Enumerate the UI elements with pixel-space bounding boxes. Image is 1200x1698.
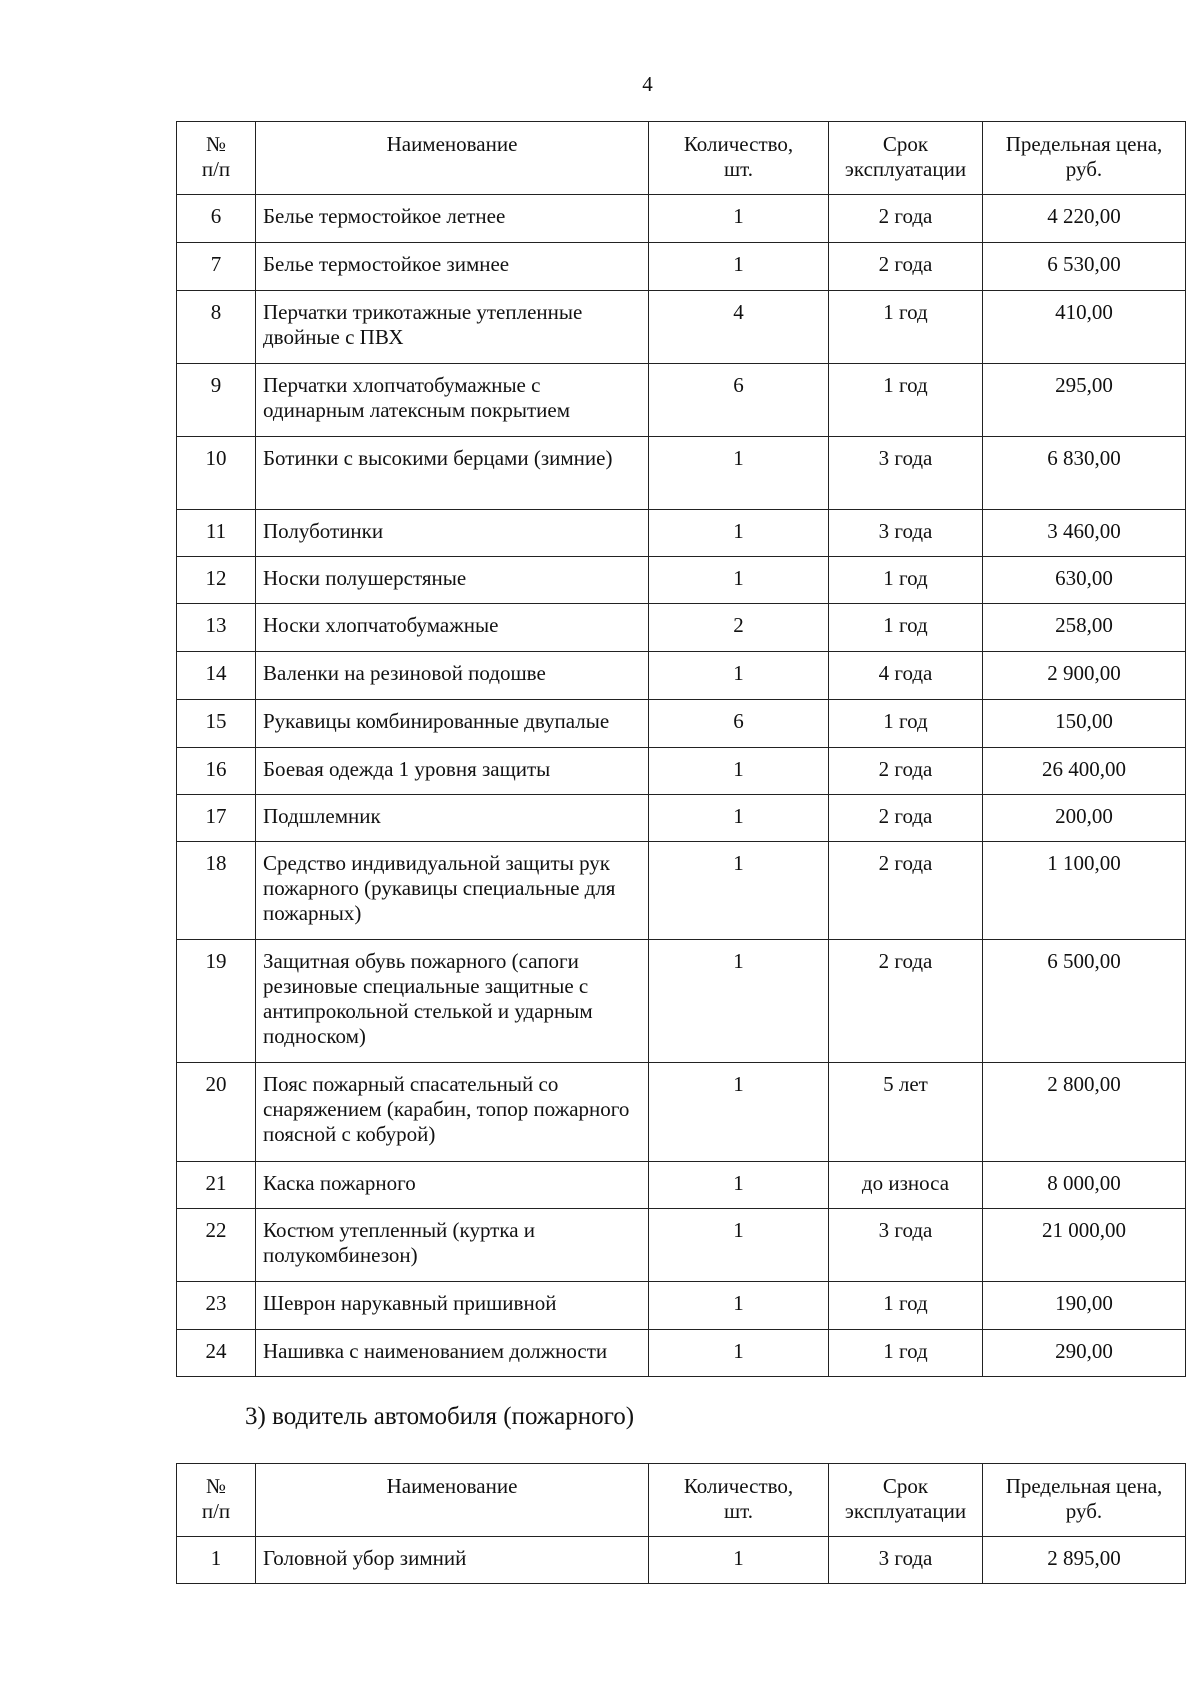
cell-term: 1 год bbox=[829, 291, 983, 364]
table-row bbox=[177, 748, 1186, 795]
cell-name: Средство индивидуальной защиты рук пожарного (рукавицы специальные для пожарных) bbox=[256, 842, 649, 940]
cell-price: 6 530,00 bbox=[983, 243, 1186, 291]
header-num-label: № п/п bbox=[201, 1474, 231, 1523]
cell-term: 1 год bbox=[829, 364, 983, 437]
cell-price: 2 895,00 bbox=[983, 1537, 1186, 1584]
table-row bbox=[177, 652, 1186, 700]
cell-qty: 1 bbox=[649, 1330, 829, 1377]
cell-name: Носки хлопчатобумажные bbox=[256, 604, 649, 652]
header-price-label: Предельная цена, руб. bbox=[1005, 132, 1163, 181]
cell-num: 22 bbox=[177, 1209, 256, 1282]
cell-qty: 1 bbox=[649, 652, 829, 700]
cell-qty: 6 bbox=[649, 700, 829, 748]
table-row bbox=[177, 940, 1186, 1063]
cell-qty: 1 bbox=[649, 195, 829, 243]
cell-price: 290,00 bbox=[983, 1330, 1186, 1377]
cell-qty: 1 bbox=[649, 1537, 829, 1584]
header-qty-label: Количество, шт. bbox=[683, 132, 794, 181]
header-term-label: Срок эксплуатации bbox=[844, 1474, 967, 1523]
cell-name: Подшлемник bbox=[256, 795, 649, 842]
cell-name: Костюм утепленный (куртка и полукомбинезон) bbox=[256, 1209, 649, 1282]
table-header bbox=[177, 1464, 1186, 1537]
table-row bbox=[177, 604, 1186, 652]
cell-term: 1 год bbox=[829, 604, 983, 652]
header-price bbox=[983, 1464, 1186, 1537]
cell-qty: 1 bbox=[649, 748, 829, 795]
cell-name: Нашивка с наименованием должности bbox=[256, 1330, 649, 1377]
cell-num: 1 bbox=[177, 1537, 256, 1584]
cell-num: 9 bbox=[177, 364, 256, 437]
cell-name: Головной убор зимний bbox=[256, 1537, 649, 1584]
cell-term: 5 лет bbox=[829, 1063, 983, 1162]
cell-num: 18 bbox=[177, 842, 256, 940]
cell-term: 1 год bbox=[829, 557, 983, 604]
cell-price: 2 900,00 bbox=[983, 652, 1186, 700]
cell-price: 2 800,00 bbox=[983, 1063, 1186, 1162]
cell-price: 4 220,00 bbox=[983, 195, 1186, 243]
table-row bbox=[177, 1330, 1186, 1377]
table-row bbox=[177, 243, 1186, 291]
cell-num: 8 bbox=[177, 291, 256, 364]
cell-name: Пояс пожарный спасательный со снаряжением (карабин, топор пожарного поясной с кобурой) bbox=[256, 1063, 649, 1162]
cell-num: 21 bbox=[177, 1162, 256, 1209]
cell-name: Перчатки хлопчатобумажные с одинарным латексным покрытием bbox=[256, 364, 649, 437]
cell-num: 7 bbox=[177, 243, 256, 291]
cell-qty: 1 bbox=[649, 557, 829, 604]
cell-term: 2 года bbox=[829, 195, 983, 243]
cell-price: 190,00 bbox=[983, 1282, 1186, 1330]
header-qty bbox=[649, 1464, 829, 1537]
cell-price: 630,00 bbox=[983, 557, 1186, 604]
header-term bbox=[829, 1464, 983, 1537]
cell-term: 2 года bbox=[829, 748, 983, 795]
cell-qty: 6 bbox=[649, 364, 829, 437]
header-price bbox=[983, 122, 1186, 195]
header-qty-label: Количество, шт. bbox=[683, 1474, 794, 1523]
cell-price: 6 500,00 bbox=[983, 940, 1186, 1063]
header-qty bbox=[649, 122, 829, 195]
cell-num: 23 bbox=[177, 1282, 256, 1330]
cell-num: 6 bbox=[177, 195, 256, 243]
cell-price: 26 400,00 bbox=[983, 748, 1186, 795]
header-num-label: № п/п bbox=[201, 132, 231, 181]
table-row bbox=[177, 1537, 1186, 1584]
cell-name: Каска пожарного bbox=[256, 1162, 649, 1209]
cell-term: 3 года bbox=[829, 1537, 983, 1584]
cell-price: 21 000,00 bbox=[983, 1209, 1186, 1282]
cell-price: 3 460,00 bbox=[983, 510, 1186, 557]
cell-qty: 1 bbox=[649, 510, 829, 557]
table-row bbox=[177, 842, 1186, 940]
table-body bbox=[177, 195, 1186, 1377]
cell-qty: 4 bbox=[649, 291, 829, 364]
table-row bbox=[177, 700, 1186, 748]
table-row bbox=[177, 1162, 1186, 1209]
cell-num: 13 bbox=[177, 604, 256, 652]
section-heading: 3) водитель автомобиля (пожарного) bbox=[245, 1403, 635, 1430]
equipment-table-driver bbox=[176, 1463, 1186, 1584]
table-row bbox=[177, 1063, 1186, 1162]
cell-term: 4 года bbox=[829, 652, 983, 700]
cell-name: Рукавицы комбинированные двупалые bbox=[256, 700, 649, 748]
cell-name: Носки полушерстяные bbox=[256, 557, 649, 604]
cell-price: 8 000,00 bbox=[983, 1162, 1186, 1209]
table-row bbox=[177, 510, 1186, 557]
page-number: 4 bbox=[642, 72, 653, 96]
cell-num: 15 bbox=[177, 700, 256, 748]
cell-term: 3 года bbox=[829, 510, 983, 557]
cell-price: 1 100,00 bbox=[983, 842, 1186, 940]
header-num bbox=[177, 1464, 256, 1537]
cell-num: 14 bbox=[177, 652, 256, 700]
cell-qty: 1 bbox=[649, 1063, 829, 1162]
cell-price: 150,00 bbox=[983, 700, 1186, 748]
cell-term: 2 года bbox=[829, 243, 983, 291]
cell-num: 24 bbox=[177, 1330, 256, 1377]
cell-name: Белье термостойкое зимнее bbox=[256, 243, 649, 291]
cell-price: 258,00 bbox=[983, 604, 1186, 652]
cell-term: 1 год bbox=[829, 1330, 983, 1377]
header-term bbox=[829, 122, 983, 195]
table-row bbox=[177, 1282, 1186, 1330]
header-num bbox=[177, 122, 256, 195]
cell-price: 6 830,00 bbox=[983, 437, 1186, 510]
cell-term: 1 год bbox=[829, 700, 983, 748]
cell-num: 10 bbox=[177, 437, 256, 510]
cell-term: 2 года bbox=[829, 795, 983, 842]
cell-name: Ботинки с высокими берцами (зимние) bbox=[256, 437, 649, 510]
cell-price: 295,00 bbox=[983, 364, 1186, 437]
header-name bbox=[256, 1464, 649, 1537]
header-price-label: Предельная цена, руб. bbox=[1005, 1474, 1163, 1523]
table-row bbox=[177, 1209, 1186, 1282]
cell-name: Белье термостойкое летнее bbox=[256, 195, 649, 243]
header-name bbox=[256, 122, 649, 195]
cell-price: 410,00 bbox=[983, 291, 1186, 364]
cell-term: 3 года bbox=[829, 1209, 983, 1282]
cell-price: 200,00 bbox=[983, 795, 1186, 842]
cell-num: 11 bbox=[177, 510, 256, 557]
table-row bbox=[177, 437, 1186, 510]
cell-name: Полуботинки bbox=[256, 510, 649, 557]
equipment-table-firefighter bbox=[176, 121, 1186, 1377]
table-header bbox=[177, 122, 1186, 195]
cell-qty: 2 bbox=[649, 604, 829, 652]
cell-name: Защитная обувь пожарного (сапоги резиновые специальные защитные с антипрокольной стелькой и ударным подноском) bbox=[256, 940, 649, 1063]
table-row bbox=[177, 557, 1186, 604]
cell-name: Валенки на резиновой подошве bbox=[256, 652, 649, 700]
cell-qty: 1 bbox=[649, 1209, 829, 1282]
cell-qty: 1 bbox=[649, 940, 829, 1063]
cell-qty: 1 bbox=[649, 1282, 829, 1330]
cell-qty: 1 bbox=[649, 795, 829, 842]
cell-term: 2 года bbox=[829, 842, 983, 940]
table-row bbox=[177, 291, 1186, 364]
cell-qty: 1 bbox=[649, 437, 829, 510]
cell-num: 17 bbox=[177, 795, 256, 842]
cell-num: 20 bbox=[177, 1063, 256, 1162]
cell-name: Боевая одежда 1 уровня защиты bbox=[256, 748, 649, 795]
table-row bbox=[177, 195, 1186, 243]
cell-qty: 1 bbox=[649, 842, 829, 940]
cell-term: до износа bbox=[829, 1162, 983, 1209]
header-name-label: Наименование bbox=[386, 132, 518, 156]
table-row bbox=[177, 364, 1186, 437]
header-term-label: Срок эксплуатации bbox=[844, 132, 967, 181]
cell-term: 3 года bbox=[829, 437, 983, 510]
header-name-label: Наименование bbox=[386, 1474, 518, 1498]
cell-num: 16 bbox=[177, 748, 256, 795]
cell-name: Перчатки трикотажные утепленные двойные с ПВХ bbox=[256, 291, 649, 364]
cell-qty: 1 bbox=[649, 243, 829, 291]
cell-name: Шеврон нарукавный пришивной bbox=[256, 1282, 649, 1330]
cell-term: 2 года bbox=[829, 940, 983, 1063]
cell-qty: 1 bbox=[649, 1162, 829, 1209]
table-body bbox=[177, 1537, 1186, 1584]
table-row bbox=[177, 795, 1186, 842]
cell-term: 1 год bbox=[829, 1282, 983, 1330]
cell-num: 12 bbox=[177, 557, 256, 604]
cell-num: 19 bbox=[177, 940, 256, 1063]
